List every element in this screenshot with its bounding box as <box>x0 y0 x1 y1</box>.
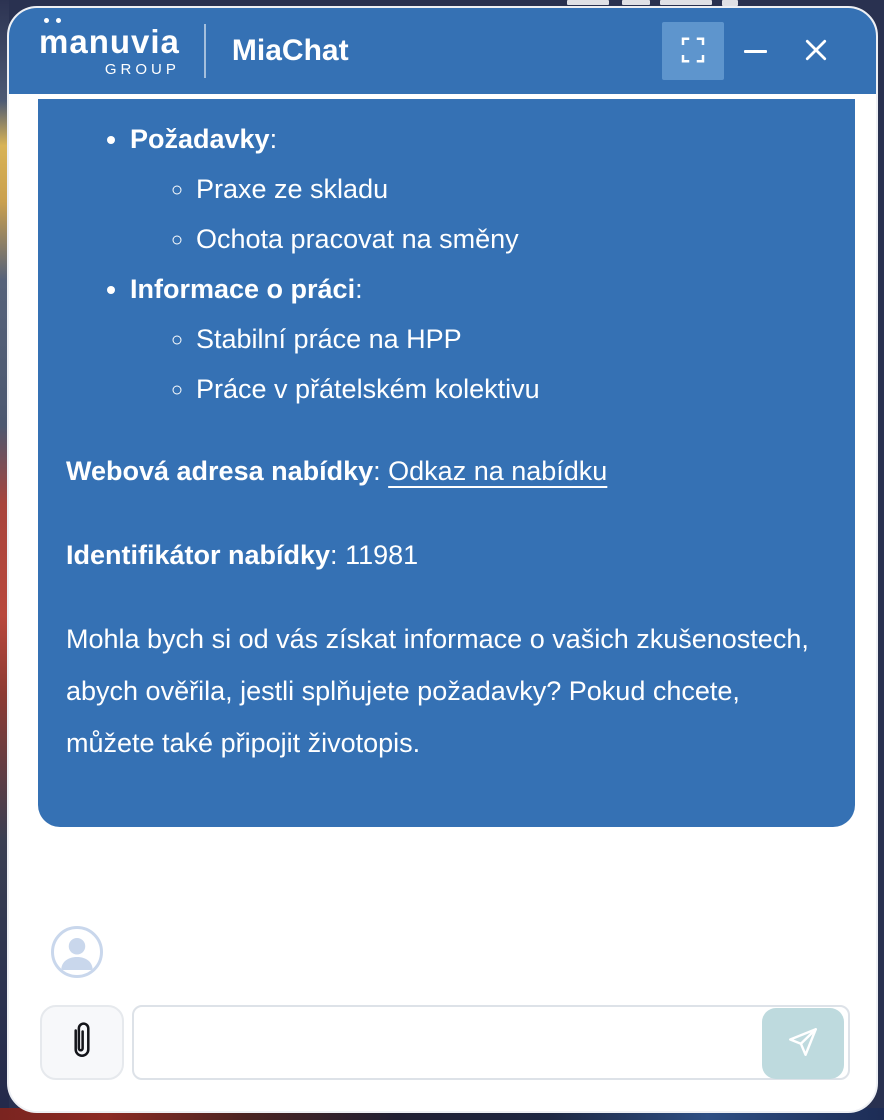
message-list <box>66 114 825 414</box>
list-subitem: ◦ Stabilní práce na HPP <box>196 314 825 364</box>
message-sublist <box>130 314 825 414</box>
minimize-icon <box>744 50 767 53</box>
logo-text: manuvia <box>39 22 180 60</box>
attach-button[interactable] <box>40 1005 124 1080</box>
close-button[interactable] <box>796 31 836 71</box>
list-subitem: ◦ Ochota pracovat na směny <box>196 214 825 264</box>
list-subitem: ◦ Praxe ze skladu <box>196 164 825 214</box>
chat-scroll-area[interactable] <box>9 94 876 1111</box>
paperclip-icon <box>69 1020 95 1065</box>
offer-link[interactable]: Odkaz na nabídku <box>388 456 608 486</box>
logo-wordmark <box>39 22 180 60</box>
list-subitem: ◦ Práce v přátelském kolektivu <box>196 364 825 414</box>
message-input[interactable] <box>132 1005 850 1080</box>
list-item-label: Požadavky <box>130 124 270 154</box>
send-button[interactable] <box>762 1008 844 1079</box>
offer-url-row <box>66 445 825 497</box>
list-item-label: Informace o práci <box>130 274 356 304</box>
send-plane-icon <box>786 1025 820 1062</box>
colon: : <box>330 540 338 570</box>
list-item <box>130 264 825 414</box>
colon: : <box>269 124 278 154</box>
bot-message-bubble <box>38 99 855 827</box>
offer-id-value: 11981 <box>345 540 419 570</box>
logo-umlaut-dots <box>44 18 49 23</box>
list-item <box>130 114 825 264</box>
message-sublist <box>130 164 825 264</box>
window-controls <box>662 22 836 80</box>
offer-url-label: Webová adresa nabídky <box>66 456 374 486</box>
header-divider <box>204 24 206 78</box>
app-title: MiaChat <box>231 34 349 67</box>
titlebar <box>9 8 876 94</box>
person-icon <box>54 929 100 975</box>
expand-button[interactable] <box>662 22 724 80</box>
manuvia-logo <box>39 22 180 78</box>
close-icon <box>801 35 831 68</box>
colon: : <box>373 456 381 486</box>
colon: : <box>355 274 363 304</box>
minimize-button[interactable] <box>738 34 772 68</box>
fullscreen-icon <box>678 35 708 68</box>
composer-bar <box>7 1005 878 1080</box>
logo-group-text: GROUP <box>104 60 180 78</box>
offer-id-row <box>66 529 825 581</box>
miachat-window <box>7 6 878 1113</box>
closing-paragraph: Mohla bych si od vás získat informace o vašich zkušenostech, abych ověřila, jestli splňujete požadavky? Pokud chcete, můžete také připojit životopis. <box>66 624 809 758</box>
background-window-fragment <box>622 0 650 5</box>
offer-id-label: Identifikátor nabídky <box>66 540 331 570</box>
background-window-fragment <box>660 0 712 5</box>
background-window-fragment <box>567 0 609 5</box>
bot-avatar <box>51 926 103 978</box>
